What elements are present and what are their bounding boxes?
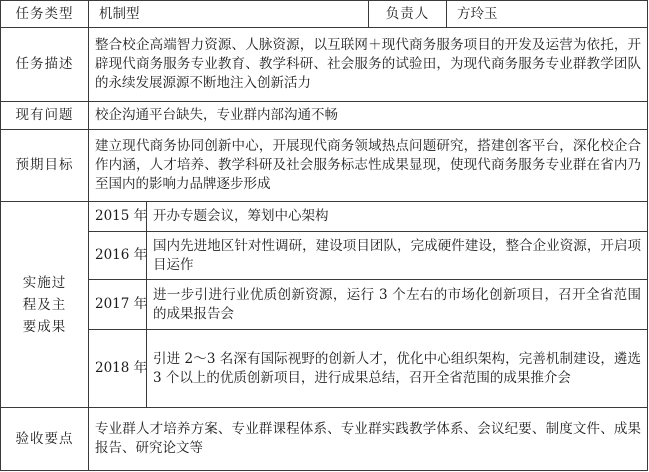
year-content: 进一步引进行业优质创新资源，运行 3 个左右的市场化创新项目，召开全省范围的成果报告会 [147, 280, 648, 330]
year-content: 国内先进地区针对性调研，建设项目团队，完成硬件建设，整合企业资源，开启项目运作 [147, 232, 648, 280]
implementation-label-line-3: 要成果 [22, 318, 67, 335]
implementation-row-2016 [1, 232, 648, 280]
owner-value: 方玲玉 [447, 1, 648, 28]
year-cell: 2016 年 [89, 232, 147, 280]
implementation-label-line-1: 实施过 [22, 274, 67, 291]
implementation-row-2017 [1, 280, 648, 330]
acceptance-row [1, 408, 648, 471]
implementation-label [1, 202, 89, 408]
problem-value: 校企沟通平台缺失，专业群内部沟通不畅 [89, 102, 648, 130]
problem-label: 现有问题 [1, 102, 89, 130]
goal-value: 建立现代商务协同创新中心，开展现代商务领域热点问题研究，搭建创客平台，深化校企合作内涵，人才培养、教学科研及社会服务标志性成果显现，使现代商务服务专业群在省内乃至国内的影响力品牌逐步形成 [89, 130, 648, 202]
description-label: 任务描述 [1, 28, 89, 102]
year-content: 开办专题会议，筹划中心架构 [147, 202, 648, 232]
goal-label: 预期目标 [1, 130, 89, 202]
owner-label: 负责人 [369, 1, 447, 28]
problem-row [1, 102, 648, 130]
implementation-label-line-2: 程及主 [22, 296, 67, 313]
acceptance-value: 专业群人才培养方案、专业群课程体系、专业群实践教学体系、会议纪要、制度文件、成果报告、研究论文等 [89, 408, 648, 471]
implementation-row-2018 [1, 330, 648, 408]
year-cell: 2017 年 [89, 280, 147, 330]
acceptance-label: 验收要点 [1, 408, 89, 471]
year-cell: 2018 年 [89, 330, 147, 408]
implementation-row-2015 [1, 202, 648, 232]
task-type-value: 机制型 [89, 1, 369, 28]
description-row [1, 28, 648, 102]
goal-row [1, 130, 648, 202]
task-type-label: 任务类型 [1, 1, 89, 28]
year-content: 引进 2～3 名深有国际视野的创新人才，优化中心组织架构，完善机制建设，遴选 3 个以上的优质创新项目，进行成果总结，召开全省范围的成果推介会 [147, 330, 648, 408]
task-type-row [1, 1, 648, 28]
description-value: 整合校企高端智力资源、人脉资源，以互联网＋现代商务服务项目的开发及运营为依托，开辟现代商务服务专业教育、教学科研、社会服务的试验田，为现代商务服务专业群教学团队的永续发展源源不断地注入创新活力 [89, 28, 648, 102]
year-cell: 2015 年 [89, 202, 147, 232]
